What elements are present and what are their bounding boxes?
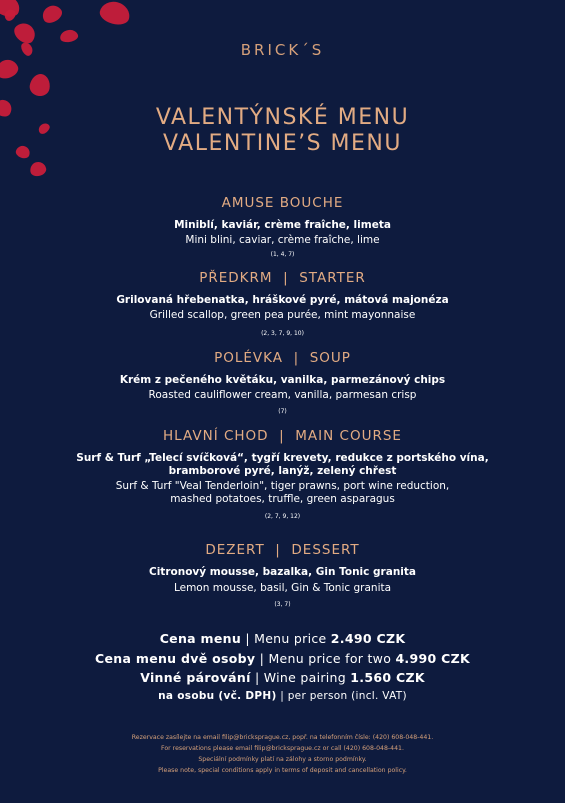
menu-price-line bbox=[0, 631, 565, 646]
menu-price-label-cz: Cena menu bbox=[159, 631, 242, 646]
dish-name-en: Lemon mousse, basil, Gin & Tonic granita bbox=[173, 582, 392, 594]
allergen-codes: (3, 7) bbox=[274, 601, 291, 608]
petal bbox=[28, 160, 47, 178]
two-person-price-line bbox=[0, 651, 565, 666]
petal bbox=[39, 2, 64, 26]
dish-name-cz: Surf & Turf „Telecí svíčková“, tygří krevety, redukce z portského vína, bbox=[76, 452, 489, 464]
footer-conditions-en: Please note, special conditions apply in terms of deposit and cancellation policy. bbox=[158, 767, 407, 774]
section-heading: HLAVNÍ CHOD | MAIN COURSE bbox=[163, 428, 402, 444]
wine-pairing-value: 1.560 CZK bbox=[350, 670, 425, 685]
petal bbox=[28, 72, 52, 97]
per-person-cz: na osobu (vč. DPH) bbox=[158, 690, 277, 702]
dish-name-en: Mini blini, caviar, crème fraîche, lime bbox=[185, 234, 380, 246]
menu-price-label-en: Menu price bbox=[254, 631, 327, 646]
footer-reservation-en: For reservations please email filip@bricksprague.cz or call (420) 608-048-441. bbox=[161, 745, 404, 752]
allergen-codes: (2, 7, 9, 12) bbox=[264, 513, 301, 520]
footer-conditions-cz: Speciální podmínky platí na zálohy a storno podmínky. bbox=[198, 756, 367, 763]
dish-name-en: mashed potatoes, truffle, green asparagus bbox=[170, 493, 395, 505]
per-person-en: per person (incl. VAT) bbox=[287, 690, 407, 702]
section-heading: PŘEDKRM | STARTER bbox=[199, 270, 366, 286]
dish-name-en: Roasted cauliflower cream, vanilla, parmesan crisp bbox=[148, 389, 417, 401]
per-person-note bbox=[0, 690, 565, 702]
allergen-codes: (7) bbox=[278, 408, 287, 415]
separator: | bbox=[259, 651, 265, 666]
dish-name-cz: bramborové pyré, lanýž, zelený chřest bbox=[168, 465, 397, 477]
two-person-price-value: 4.990 CZK bbox=[395, 651, 470, 666]
dish-name-cz: Grilovaná hřebenatka, hráškové pyré, mátová majonéza bbox=[116, 294, 449, 306]
menu-price-value: 2.490 CZK bbox=[330, 631, 406, 646]
petal bbox=[0, 57, 20, 81]
dish-name-cz: Miniblí, kaviár, crème fraîche, limeta bbox=[174, 219, 391, 231]
dish-name-cz: Citronový mousse, bazalka, Gin Tonic granita bbox=[149, 566, 416, 578]
footer-reservation-cz: Rezervace zasílejte na email filip@bricksprague.cz, popř. na telefonním čísle: (420) 608-048-441. bbox=[131, 734, 434, 741]
dish-name-en: Surf & Turf "Veal Tenderloin", tiger prawns, port wine reduction, bbox=[115, 480, 450, 492]
menu-title-cz: VALENTÝNSKÉ MENU bbox=[155, 105, 410, 130]
separator: | bbox=[245, 631, 250, 646]
section-heading: DEZERT | DESSERT bbox=[205, 542, 360, 558]
allergen-codes: (2, 3, 7, 9, 10) bbox=[261, 330, 304, 337]
wine-pairing-label-cz: Vinné párování bbox=[140, 670, 251, 685]
allergen-codes: (1, 4, 7) bbox=[270, 251, 295, 258]
section-heading: AMUSE BOUCHE bbox=[221, 195, 344, 211]
separator: | bbox=[280, 690, 285, 702]
dish-name-cz: Krém z pečeného květáku, vanilka, parmezánový chips bbox=[119, 374, 446, 386]
menu-title-en: VALENTINE’S MENU bbox=[163, 131, 402, 156]
petal bbox=[98, 0, 133, 28]
wine-pairing-label-en: Wine pairing bbox=[263, 670, 347, 685]
brand-logo: BRICK´S bbox=[240, 41, 325, 59]
two-person-label-cz: Cena menu dvě osoby bbox=[95, 651, 256, 666]
dish-name-en: Grilled scallop, green pea purée, mint mayonnaise bbox=[149, 309, 416, 321]
two-person-label-en: Menu price for two bbox=[268, 651, 392, 666]
wine-pairing-line bbox=[0, 670, 565, 685]
section-heading: POLÉVKA | SOUP bbox=[214, 350, 351, 366]
separator: | bbox=[254, 670, 260, 685]
